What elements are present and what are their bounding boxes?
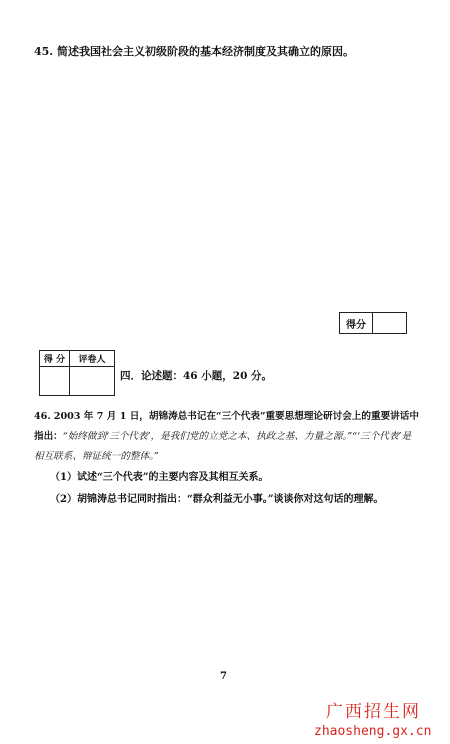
score-box-label: 得分 <box>340 313 373 333</box>
grader-score-header: 得 分 <box>40 351 70 367</box>
question-46-quote: “始终做到‘三个代表’，是我们党的立党之本、执政之基、力量之源。”“‘三个代表’是相互联系、辩证统一的整体。” <box>34 431 412 462</box>
grader-reviewer-cell <box>70 367 114 395</box>
grader-reviewer-header: 评卷人 <box>70 351 114 367</box>
section-4-title: 四．论述题：46 小题，20 分。 <box>120 370 273 382</box>
question-46-stem: 2003 年 7 月 1 日，胡锦涛总书记在“三个代表”重要思想理论研讨会上的重要讲话中指出： <box>34 411 419 442</box>
score-box <box>339 312 407 334</box>
watermark-url: zhaosheng.gx.cn <box>314 724 432 739</box>
grader-table <box>39 350 115 396</box>
question-45 <box>34 43 354 59</box>
page-number: 7 <box>220 671 227 682</box>
grader-score-cell <box>40 367 70 395</box>
watermark-name: 广西招生网 <box>326 702 421 722</box>
question-45-text: 简述我国社会主义初级阶段的基本经济制度及其确立的原因。 <box>56 45 354 58</box>
score-box-value <box>373 313 406 333</box>
question-46-part-1: （1）试述“三个代表”的主要内容及其相互关系。 <box>50 472 269 483</box>
question-46-number: 46. <box>34 411 51 422</box>
question-46 <box>34 407 419 467</box>
question-45-number: 45. <box>34 45 54 58</box>
question-46-part-2: （2）胡锦涛总书记同时指出：“群众利益无小事。”谈谈你对这句话的理解。 <box>50 494 384 505</box>
